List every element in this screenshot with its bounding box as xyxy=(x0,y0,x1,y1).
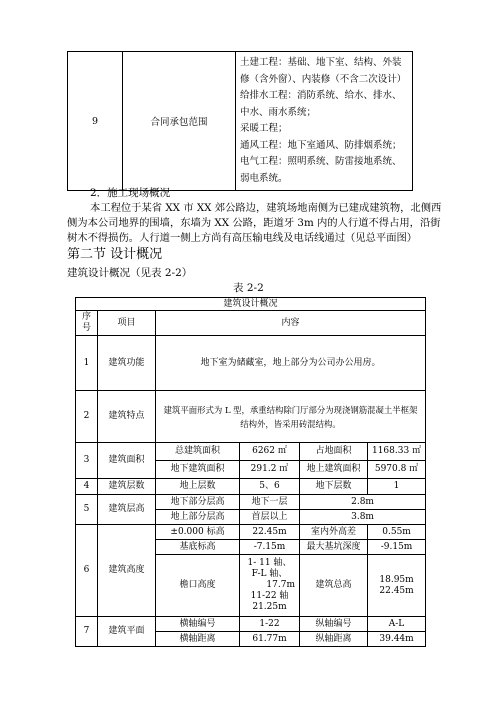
cell: 1-22 xyxy=(240,617,300,632)
cell: 地下建筑面积 xyxy=(156,461,240,479)
row-item: 建筑特点 xyxy=(98,391,156,443)
cell: 横轴距离 xyxy=(156,632,240,647)
cell: 最大基坑深度 xyxy=(300,540,368,555)
cell: 6262 ㎡ xyxy=(240,443,300,461)
cell: 横轴编号 xyxy=(156,617,240,632)
row-number: 6 xyxy=(76,525,98,617)
row-content: 建筑平面形式为 L 型，承重结构除门厅部分为现浇钢筋混凝土半框架 结构外，皆采用砖混结构。 xyxy=(156,391,426,443)
header-item: 项目 xyxy=(98,311,156,336)
cell: 地下一层 xyxy=(240,495,300,510)
cell: 22.45m xyxy=(240,525,300,540)
cell: -7.15m xyxy=(240,540,300,555)
row-title: 合同承包范围 xyxy=(123,52,236,191)
row-item: 建筑层数 xyxy=(98,479,156,495)
cell: 建筑总高 xyxy=(300,555,368,617)
row-number: 9 xyxy=(68,52,123,191)
cell: 檐口高度 xyxy=(156,555,240,617)
cell: A-L xyxy=(368,617,426,632)
scope-line: 给排水工程：消防系统、给水、排水、 xyxy=(240,90,402,101)
cell: 18.95m 22.45m xyxy=(368,555,426,617)
scope-line: 土建工程：基础、地下室、结构、外装 xyxy=(240,57,402,68)
header-content: 内容 xyxy=(156,311,426,336)
cell: 地上层数 xyxy=(156,479,240,495)
cell: 首层以上 xyxy=(240,510,300,525)
chapter-title: 第二节 设计概况 xyxy=(67,247,163,262)
row-item: 建筑面积 xyxy=(98,443,156,479)
cell: 地上部分层高 xyxy=(156,510,240,525)
scope-line: 中水、雨水系统； xyxy=(240,106,317,118)
scope-line: 修（含外窗）、内装修（不含二次设计） xyxy=(240,73,407,85)
row-number: 7 xyxy=(76,617,98,647)
cell: 5970.8 ㎡ xyxy=(368,461,426,479)
cell: 地上建筑面积 xyxy=(300,461,368,479)
table-caption: 建筑设计概况 xyxy=(76,298,426,311)
table-label: 表 2-2 xyxy=(233,282,264,294)
cell: 总建筑面积 xyxy=(156,443,240,461)
scope-line: 电气工程：照明系统、防雷接地系统、 xyxy=(240,156,402,167)
header-number: 序号 xyxy=(76,311,98,336)
chapter-subtitle: 建筑设计概况（见表 2-2） xyxy=(67,267,193,279)
scope-line: 通风工程：地下室通风、防排烟系统； xyxy=(240,139,402,151)
cell: 基底标高 xyxy=(156,540,240,555)
cell: 纵轴编号 xyxy=(300,617,368,632)
cell: 1 xyxy=(368,479,426,495)
cell: 纵轴距离 xyxy=(300,632,368,647)
row-number: 2 xyxy=(76,391,98,443)
contract-scope-table xyxy=(67,51,413,191)
row-number: 5 xyxy=(76,495,98,525)
cell: 地下部分层高 xyxy=(156,495,240,510)
section-heading: 2．施工现场概况 xyxy=(90,187,171,199)
cell: 5、6 xyxy=(240,479,300,495)
cell: 地下层数 xyxy=(300,479,368,495)
cell: 占地面积 xyxy=(300,443,368,461)
cell: 0.55m xyxy=(368,525,426,540)
paragraph-line: 本工程位于某省 XX 市 XX 郊公路边，建筑场地南侧为已建成建筑物，北侧西 xyxy=(90,202,442,214)
scope-content xyxy=(236,52,413,191)
cell: 61.77m xyxy=(240,632,300,647)
row-content: 地下室为储藏室，地上部分为公司办公用房。 xyxy=(156,336,426,391)
scope-line: 弱电系统。 xyxy=(240,172,288,184)
cell: -9.15m xyxy=(368,540,426,555)
paragraph-line: 侧为本公司地界的围墙，东墙为 XX 公路，距道牙 3m 内的人行道不得占用，沿街 xyxy=(67,217,441,229)
design-overview-table xyxy=(75,297,426,647)
cell: 291.2 ㎡ xyxy=(240,461,300,479)
cell: 3.8m xyxy=(300,510,426,525)
row-item: 建筑平面 xyxy=(98,617,156,647)
scope-line: 采暖工程； xyxy=(240,123,288,134)
row-number: 1 xyxy=(76,336,98,391)
row-item: 建筑层高 xyxy=(98,495,156,525)
cell: 室内外高差 xyxy=(300,525,368,540)
row-number: 4 xyxy=(76,479,98,495)
paragraph-line: 树木不得损伤。人行道一侧上方尚有高压输电线及电话线通过（见总平面图） xyxy=(67,232,418,244)
cell: 1168.33 ㎡ xyxy=(368,443,426,461)
cell: 2.8m xyxy=(300,495,426,510)
cell: 1- 11 轴、 F-L 轴、 17.7m 11-22 轴 21.25m xyxy=(240,555,300,617)
cell: ±0.000 标高 xyxy=(156,525,240,540)
row-number: 3 xyxy=(76,443,98,479)
row-item: 建筑高度 xyxy=(98,525,156,617)
cell: 39.44m xyxy=(368,632,426,647)
row-item: 建筑功能 xyxy=(98,336,156,391)
